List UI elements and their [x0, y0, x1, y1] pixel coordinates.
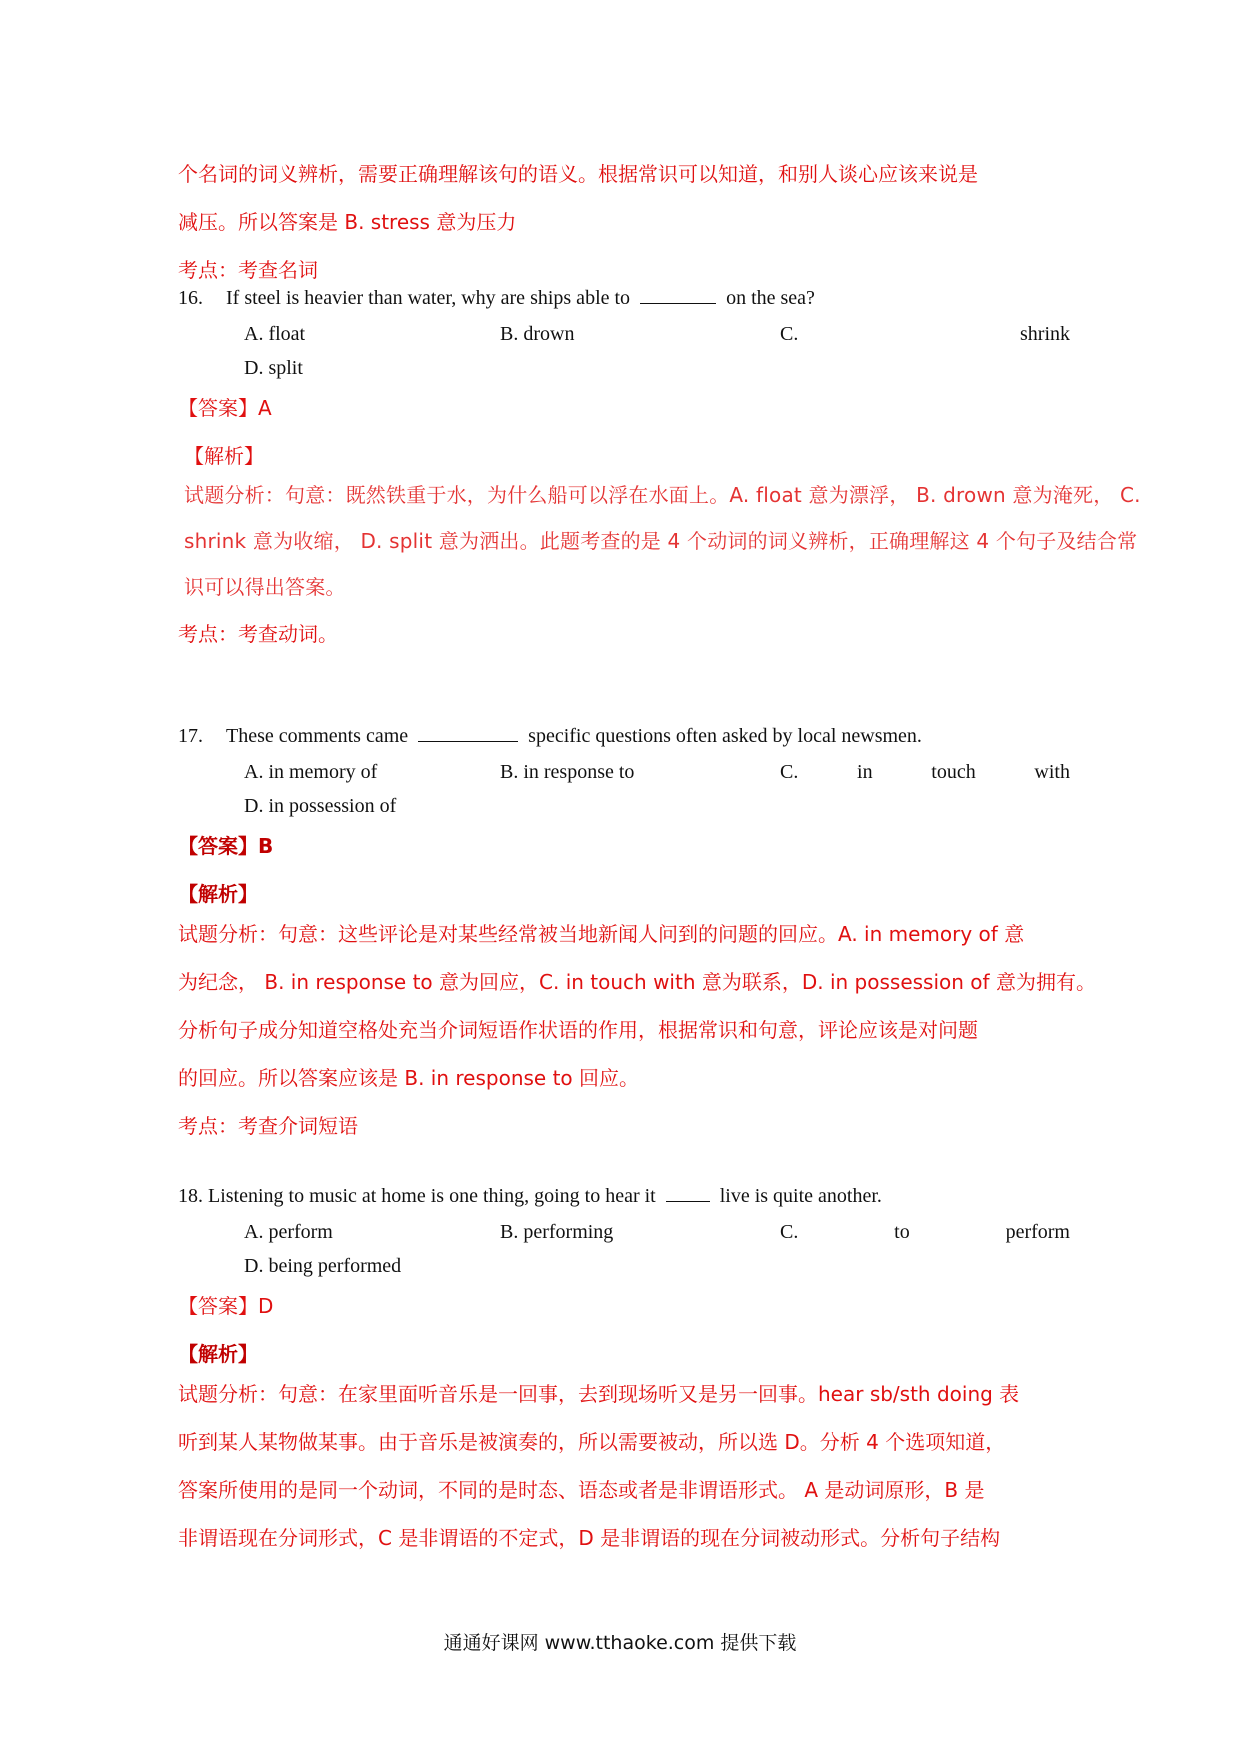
option-a: A. float [244, 323, 306, 345]
option-d: D. split [244, 357, 303, 379]
question-17 [178, 718, 1096, 1150]
option-a: A. perform [244, 1221, 333, 1243]
answer-blank [666, 1183, 710, 1202]
answer-label: 【答案】B [178, 834, 274, 858]
option-b: B. performing [500, 1221, 614, 1243]
option-c-letter: C. [780, 1221, 799, 1243]
exam-point: 考点：考查介词短语 [178, 1114, 358, 1138]
question-stem [178, 718, 1070, 754]
analysis-label: 【解析】 [178, 1342, 258, 1366]
question-16 [178, 280, 1141, 658]
question-stem [178, 1178, 1070, 1214]
options [244, 316, 1070, 388]
option-b: B. drown [500, 323, 575, 345]
stem-before: These comments came [226, 725, 409, 747]
answer-label: 【答案】A [178, 396, 272, 420]
stem-after: live is quite another. [719, 1185, 882, 1207]
analysis-label: 【解析】 [184, 444, 264, 468]
question-stem [178, 280, 1070, 316]
question-number: 17. [178, 725, 203, 747]
options [244, 1214, 1070, 1286]
option-d: D. in possession of [244, 795, 397, 817]
question-18 [178, 1178, 1070, 1562]
question-number: 18. [178, 1185, 203, 1207]
analysis-line: 为纪念， B. in response to 意为回应，C. in touch with 意为联系，D. in possession of 意为拥有。 [178, 970, 1096, 994]
answer-blank [640, 285, 716, 304]
analysis-line: 答案所使用的是同一个动词，不同的是时态、语态或者是非谓语形式。 A 是动词原形，B 是 [178, 1478, 985, 1502]
top-analysis [178, 150, 1070, 294]
option-c [780, 754, 1070, 790]
stem-before: If steel is heavier than water, why are ships able to [226, 287, 631, 309]
page-footer: 通通好课网 www.tthaoke.com 提供下载 [443, 1632, 797, 1654]
analysis-line: 非谓语现在分词形式，C 是非谓语的不定式，D 是非谓语的现在分词被动形式。分析句子结构 [178, 1526, 1001, 1550]
analysis-line: 试题分析：句意：在家里面听音乐是一回事，去到现场听又是另一回事。hear sb/sth doing 表 [178, 1382, 1020, 1406]
analysis-line: 识可以得出答案。 [184, 575, 346, 599]
option-c-letter: C. [780, 323, 799, 345]
analysis-line: 听到某人某物做某事。由于音乐是被演奏的，所以需要被动，所以选 D。分析 4 个选项知道， [178, 1430, 1006, 1454]
answer-blank [418, 723, 518, 742]
option-a: A. in memory of [244, 761, 378, 783]
option-c-letter: C. [780, 761, 799, 783]
analysis-line: 个名词的词义辨析，需要正确理解该句的语义。根据常识可以知道，和别人谈心应该来说是 [178, 162, 978, 186]
analysis-text [178, 1370, 1070, 1562]
analysis-line: 试题分析：句意：这些评论是对某些经常被当地新闻人问到的问题的回应。A. in memory of 意 [178, 922, 1025, 946]
question-number: 16. [178, 287, 203, 309]
analysis-text [178, 472, 1141, 610]
analysis-text [178, 910, 1096, 1102]
option-c [780, 1214, 1070, 1250]
option-d: D. being performed [244, 1255, 402, 1277]
option-c-text: shrink [1020, 323, 1070, 345]
option-c [780, 316, 1070, 352]
analysis-line: 分析句子成分知道空格处充当介词短语作状语的作用，根据常识和句意，评论应该是对问题 [178, 1018, 978, 1042]
analysis-line: 试题分析：句意：既然铁重于水，为什么船可以浮在水面上。A. float 意为漂浮， B. drown 意为淹死， C. [184, 483, 1141, 507]
option-c-word: with [1034, 761, 1070, 783]
answer-label: 【答案】D [178, 1294, 274, 1318]
exam-point: 考点：考查名词 [178, 258, 318, 282]
analysis-line: 的回应。所以答案应该是 B. in response to 回应。 [178, 1066, 640, 1090]
option-c-word: touch [931, 761, 976, 783]
option-c-word: to [894, 1221, 910, 1243]
exam-point: 考点：考查动词。 [178, 622, 338, 646]
option-b: B. in response to [500, 761, 635, 783]
options [244, 754, 1070, 826]
analysis-line: 减压。所以答案是 B. stress 意为压力 [178, 210, 517, 234]
stem-before: Listening to music at home is one thing, going to hear it [208, 1185, 656, 1207]
stem-after: on the sea? [726, 287, 815, 309]
analysis-label: 【解析】 [178, 882, 258, 906]
stem-after: specific questions often asked by local newsmen. [528, 725, 922, 747]
option-c-word: in [857, 761, 873, 783]
analysis-line: shrink 意为收缩， D. split 意为洒出。此题考查的是 4 个动词的词义辨析，正确理解这 4 个句子及结合常 [184, 529, 1138, 553]
option-c-word: perform [1005, 1221, 1070, 1243]
